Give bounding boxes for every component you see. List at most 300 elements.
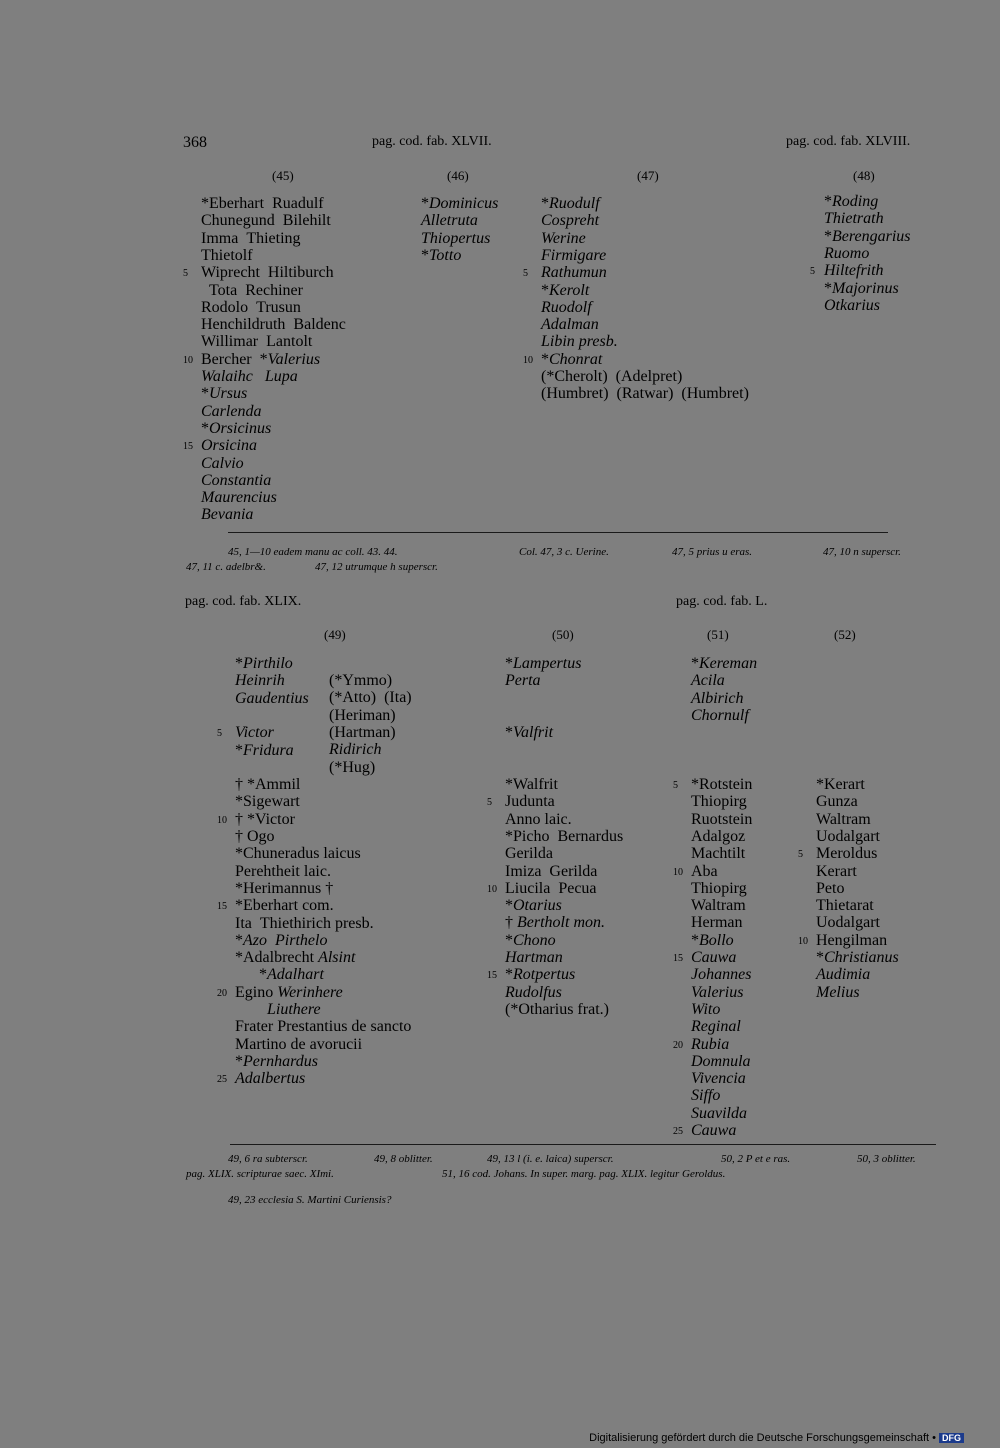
col48-name: Thietrath [824, 210, 884, 228]
col45-name: Rodolo Trusun [201, 298, 301, 316]
col51-line [691, 1087, 720, 1104]
col51-line [691, 1105, 747, 1122]
col51-line [691, 966, 751, 983]
col50-line [505, 845, 553, 862]
col49-name: * [235, 966, 267, 984]
col50-line [505, 914, 605, 931]
col50-name: Hartman [505, 949, 563, 966]
col48-name: Berengarius [832, 227, 911, 245]
col45-line [201, 264, 334, 281]
col50-name: * [505, 931, 513, 949]
col49-line [235, 672, 285, 689]
footnote-bottom-2a: pag. XLIX. scripturae saec. XImi. [186, 1168, 334, 1180]
col51-name: Herman [691, 914, 743, 932]
col49-line [235, 1001, 321, 1018]
col47-name: Libin presb. [541, 333, 618, 351]
col-number-51: (51) [707, 627, 729, 642]
col48-name: Roding [832, 193, 879, 210]
col49-sub-name: (*Ymmo) [329, 672, 393, 689]
col50-line [505, 966, 575, 983]
col52-line [816, 811, 871, 828]
col52-name: Kerart [816, 862, 857, 880]
col50-line [505, 880, 597, 897]
running-head-mid-right: pag. cod. fab. L. [676, 594, 768, 609]
col51-line-number: 25 [673, 1126, 683, 1137]
col51-line [691, 1001, 720, 1018]
col50-name: Imiza Gerilda [505, 862, 598, 880]
col49-line [235, 742, 294, 759]
col49-line-number: 20 [217, 987, 227, 999]
col52-line [816, 932, 887, 949]
col45-line-number: 5 [183, 268, 188, 280]
col47-name: * [541, 350, 549, 368]
col49-name: Werinhere [277, 983, 343, 1001]
col48-line [824, 193, 878, 210]
col51-line [691, 863, 718, 880]
col51-line [691, 914, 743, 931]
col48-name: Majorinus [832, 279, 899, 297]
col46-name: * [421, 195, 429, 212]
col47-line [541, 351, 602, 368]
col49-name: Liuthere [235, 1001, 321, 1018]
col47-name: Ruodolf [541, 298, 592, 316]
col45-line-number: 10 [183, 354, 193, 366]
col47-name: (Humbret) (Ratwar) (Humbret) [541, 385, 749, 403]
col48-name: * [824, 193, 832, 210]
col51-name: Suavilda [691, 1104, 747, 1122]
col49-line [235, 776, 300, 793]
col49-sub-line [329, 672, 392, 689]
col49-name: Egino [235, 983, 278, 1001]
col52-line [816, 880, 844, 897]
col48-name: Ruomo [824, 244, 870, 262]
col51-name: Johannes [691, 966, 752, 984]
col50-name: * [505, 966, 513, 984]
col51-name: Vivencia [691, 1070, 746, 1088]
col52-line [816, 966, 870, 983]
col50-line [505, 828, 623, 845]
col45-name: Wiprecht Hiltiburch [201, 264, 334, 282]
col51-name: *Rotstein [691, 776, 753, 793]
col49-sub-name: (Hartman) [329, 723, 396, 741]
col48-line [824, 245, 869, 262]
col51-top-name: * [691, 655, 699, 672]
col48-name: * [824, 279, 832, 297]
col45-name: * [201, 419, 209, 437]
col45-line [201, 437, 257, 454]
col-number-45: (45) [272, 168, 294, 183]
col45-line [201, 282, 303, 299]
col50-line [505, 984, 562, 1001]
col45-line [201, 368, 298, 385]
col51-top-name: Kereman [699, 655, 758, 672]
col45-line [201, 316, 346, 333]
footnote-top-1b: Col. 47, 3 c. Uerine. [519, 546, 609, 558]
col49-name: † *Ammil [235, 776, 301, 794]
col49-sub-line [329, 741, 381, 758]
col51-line [691, 811, 752, 828]
col51-name: Reginal [691, 1018, 741, 1036]
col45-line [201, 195, 324, 212]
col51-top-name: Chornulf [691, 706, 749, 724]
col52-line [816, 897, 874, 914]
col52-line-number: 10 [798, 935, 808, 947]
col45-name: Bercher * [201, 350, 268, 368]
col45-name: Orsicina [201, 437, 257, 455]
digitization-credit [589, 1432, 964, 1444]
col47-name: Rathumun [541, 264, 607, 282]
col46-name: Totto [429, 246, 462, 264]
col49-sub-name: (*Atto) (Ita) [329, 689, 412, 707]
col49-name: Ita Thiethirich presb. [235, 914, 374, 932]
col49-line [235, 932, 327, 949]
col51-name: Rubia [691, 1035, 730, 1053]
page-number: 368 [183, 134, 207, 151]
col52-name: *Kerart [816, 776, 865, 793]
col49-name: Adalhart [267, 966, 324, 984]
col51-line [691, 949, 736, 966]
col52-name: Waltram [816, 810, 871, 828]
col45-line [201, 247, 253, 264]
col47-line [541, 299, 592, 316]
col48-name: * [824, 227, 832, 245]
col50-name: Gerilda [505, 845, 553, 863]
col47-name: (*Cherolt) (Adelpret) [541, 368, 683, 385]
col52-name: Audimia [816, 966, 871, 984]
col51-line [691, 1036, 729, 1053]
running-head-right: pag. cod. fab. XLVIII. [786, 134, 911, 149]
col47-line-number: 10 [523, 354, 533, 366]
col45-name: Ursus [209, 385, 248, 403]
footnote-bottom-1a: 49, 6 ra subterscr. [228, 1153, 308, 1165]
col51-name: Ruotstein [691, 810, 753, 828]
col49-line [235, 845, 361, 862]
col50-name: Judunta [505, 793, 555, 811]
col49-name: * [235, 741, 243, 759]
col49-line [235, 811, 295, 828]
col49-name: Victor [235, 724, 274, 742]
col49-sub-line [329, 689, 412, 706]
separator-rule-bottom [230, 1144, 936, 1145]
col45-name: *Eberhart Ruadulf [201, 195, 324, 212]
col45-line [201, 212, 331, 229]
col51-line [691, 897, 746, 914]
col45-name: Bevania [201, 506, 254, 524]
col52-name: Hengilman [816, 931, 888, 949]
col47-line [541, 212, 599, 229]
col51-name: Wito [691, 1000, 721, 1018]
col47-name: Adalman [541, 316, 599, 334]
col45-line [201, 385, 247, 402]
col51-name: Domnula [691, 1052, 751, 1070]
col50-name: Liucila Pecua [505, 879, 597, 897]
col52-name: Meroldus [816, 845, 878, 863]
col52-line [816, 914, 880, 931]
col45-name: Constantia [201, 471, 272, 489]
running-head-left: pag. cod. fab. XLVII. [372, 134, 492, 149]
col49-line-number: 15 [217, 901, 227, 913]
col50-line [505, 863, 597, 880]
col48-line [824, 228, 911, 245]
col52-name: Melius [816, 983, 860, 1001]
col51-name: Thiopirg [691, 879, 747, 897]
col49-sub-line [329, 759, 375, 776]
col52-name: Uodalgart [816, 914, 880, 932]
col47-line [541, 333, 618, 350]
col51-line [691, 1053, 751, 1070]
col49-name: *Herimannus † [235, 879, 334, 897]
col52-line [816, 776, 865, 793]
col48-line [824, 297, 880, 314]
col47-name: Ruodulf [549, 195, 600, 212]
col50-top-name: Perta [505, 672, 541, 690]
footnote-top-1a: 45, 1—10 eadem manu ac coll. 43. 44. [228, 546, 398, 558]
col45-name: Willimar Lantolt [201, 333, 313, 351]
col51-line [691, 1122, 736, 1139]
col49-line [235, 897, 334, 914]
col45-name: Henchildruth Baldenc [201, 316, 346, 334]
col45-name: Tota Rechiner [201, 281, 303, 299]
col50-line [505, 932, 556, 949]
col51-top-line [691, 672, 725, 689]
footnote-bottom-1e: 50, 3 oblitter. [857, 1153, 916, 1165]
col50-top-line [505, 724, 553, 741]
col49-name: † *Victor [235, 810, 295, 828]
col47-name: Kerolt [549, 281, 590, 299]
footnote-bottom-1c: 49, 13 l (i. e. laica) superscr. [487, 1153, 614, 1165]
col47-line [541, 247, 606, 264]
col45-line [201, 351, 320, 368]
col49-name: *Eberhart com. [235, 897, 334, 915]
col50-line-number: 15 [487, 970, 497, 982]
col45-name: Imma Thieting [201, 229, 301, 247]
col47-line [541, 385, 749, 402]
col45-line [201, 455, 244, 472]
col45-name: Maurencius [201, 489, 277, 507]
col50-top-name: Lampertus [513, 655, 582, 672]
col49-name: Frater Prestantius de sancto [235, 1018, 412, 1036]
footnote-top-1d: 47, 10 n superscr. [823, 546, 901, 558]
col51-line [691, 776, 752, 793]
col49-line [235, 1070, 305, 1087]
col45-name: Orsicinus [209, 419, 272, 437]
col49-sub-name: (*Hug) [329, 758, 376, 776]
col48-line-number: 5 [810, 266, 815, 278]
col45-line [201, 403, 261, 420]
col47-name: Firmigare [541, 246, 607, 264]
col49-name: *Chuneradus laicus [235, 845, 361, 863]
col-number-46: (46) [447, 168, 469, 183]
col47-line [541, 316, 599, 333]
col51-line [691, 932, 734, 949]
col45-name: Carlenda [201, 402, 262, 420]
col-number-52: (52) [834, 627, 856, 642]
col50-name: *Walfrit [505, 776, 558, 793]
col50-line [505, 897, 562, 914]
col49-name: Azo Pirthelo [243, 931, 328, 949]
col50-name: *Picho Bernardus [505, 827, 624, 845]
col49-name: Pernhardus [243, 1052, 318, 1070]
col49-sub-line [329, 724, 396, 741]
col49-name: † Ogo [235, 828, 275, 845]
col52-name: * [816, 949, 824, 966]
col49-name: Perehtheit laic. [235, 862, 331, 880]
col47-line [541, 195, 600, 212]
col50-name: (*Otharius frat.) [505, 1000, 609, 1018]
col45-line [201, 230, 301, 247]
col47-line [541, 282, 589, 299]
footnote-bottom-2b: 51, 16 cod. Johans. In super. marg. pag. XLIX. legitur Geroldus. [442, 1168, 726, 1180]
col-number-49: (49) [324, 627, 346, 642]
col49-line [235, 1036, 362, 1053]
col51-line-number: 15 [673, 953, 683, 964]
col46-name: * [421, 246, 429, 264]
col52-line [816, 845, 877, 862]
col51-line-number: 10 [673, 866, 683, 878]
col48-name: Hiltefrith [824, 262, 884, 280]
col52-line [816, 793, 858, 810]
col49-line [235, 828, 275, 845]
col52-name: Christianus [824, 949, 899, 966]
col45-name: Chunegund Bilehilt [201, 212, 331, 230]
col52-line [816, 828, 880, 845]
col49-name: *Adalbrecht [235, 949, 319, 967]
col46-name: Thiopertus [421, 229, 491, 247]
col50-top-name: * [505, 724, 513, 742]
col49-line [235, 1053, 318, 1070]
col48-line [824, 280, 899, 297]
col45-name: Calvio [201, 454, 244, 472]
col49-name: Martino de avorucii [235, 1035, 363, 1053]
col46-name: Dominicus [429, 195, 499, 212]
col-number-50: (50) [552, 627, 574, 642]
col47-name: Cospreht [541, 212, 600, 230]
col49-line [235, 915, 374, 932]
footnote-top-1c: 47, 5 prius u eras. [672, 546, 753, 558]
col51-name: Aba [691, 862, 718, 880]
col45-line-number: 15 [183, 441, 193, 453]
col49-sub-line [329, 707, 396, 724]
col51-top-name: Acila [691, 672, 725, 690]
col45-name: * [201, 385, 209, 403]
col49-name: *Sigewart [235, 793, 300, 811]
col50-name: Otarius [513, 897, 562, 915]
col50-top-line [505, 655, 581, 672]
col52-name: Peto [816, 879, 845, 897]
col47-line [541, 230, 586, 247]
col51-line-number: 20 [673, 1039, 683, 1051]
col49-name: Pirthilo [243, 655, 293, 672]
col50-name: Bertholt mon. [517, 914, 605, 932]
col50-name: Rotpertus [513, 966, 576, 984]
footnote-top-2b: 47, 12 utrumque h superscr. [315, 561, 438, 573]
col50-top-name: Valfrit [513, 724, 554, 742]
col49-sub-name: Ridirich [329, 741, 382, 759]
col50-name: Rudolfus [505, 983, 562, 1001]
col49-name: * [235, 1052, 243, 1070]
col51-top-name: Albirich [691, 689, 744, 707]
col51-top-line [691, 707, 749, 724]
col51-name: Cauwa [691, 949, 737, 966]
col49-line [235, 880, 333, 897]
col49-line [235, 793, 300, 810]
col47-name: Werine [541, 229, 586, 247]
col49-name: Heinrih [235, 672, 285, 690]
col52-line [816, 863, 857, 880]
footnote-bottom-3: 49, 23 ecclesia S. Martini Curiensis? [228, 1194, 392, 1206]
col49-line-number: 25 [217, 1074, 227, 1086]
col49-line [235, 984, 343, 1001]
col48-line [824, 262, 884, 279]
col49-line-number: 10 [217, 814, 227, 826]
col46-line [421, 230, 490, 247]
footnote-top-2a: 47, 11 c. adelbr&. [186, 561, 266, 573]
col52-name: Uodalgart [816, 827, 880, 845]
col45-name: Thietolf [201, 246, 253, 264]
col47-name: Chonrat [549, 350, 603, 368]
col47-name: * [541, 195, 549, 212]
col52-name: Thietarat [816, 897, 874, 915]
col48-name: Otkarius [824, 296, 880, 314]
col52-line-number: 5 [798, 849, 803, 861]
col52-line [816, 949, 899, 966]
col51-line [691, 880, 747, 897]
col50-line [505, 1001, 609, 1018]
col50-name: Anno laic. [505, 810, 572, 828]
col51-top-line [691, 690, 743, 707]
col51-name: Bollo [699, 931, 734, 949]
col51-line [691, 1018, 741, 1035]
col47-name: * [541, 281, 549, 299]
col46-line [421, 212, 478, 229]
col51-line [691, 793, 747, 810]
col45-name: Valerius [267, 350, 321, 368]
col50-name: † [505, 914, 517, 932]
col50-top-name: * [505, 655, 513, 672]
col46-name: Alletruta [421, 212, 478, 230]
col45-line [201, 472, 271, 489]
col46-line [421, 195, 498, 212]
col49-name: Fridura [243, 741, 294, 759]
col50-top-line [505, 672, 541, 689]
col51-name: Machtilt [691, 845, 746, 863]
running-head-mid-left: pag. cod. fab. XLIX. [185, 594, 302, 609]
col-number-48: (48) [853, 168, 875, 183]
footnote-bottom-1d: 50, 2 P et e ras. [721, 1153, 791, 1165]
col51-line [691, 845, 745, 862]
col-number-47: (47) [637, 168, 659, 183]
col45-line [201, 299, 301, 316]
footnote-bottom-1b: 49, 8 oblitter. [374, 1153, 433, 1165]
col51-line-number: 5 [673, 780, 678, 791]
col47-line-number: 5 [523, 268, 528, 280]
col46-line [421, 247, 461, 264]
separator-rule-top [228, 532, 888, 533]
col51-line [691, 984, 743, 1001]
col47-line [541, 368, 682, 385]
col48-line [824, 210, 884, 227]
col51-line [691, 1070, 746, 1087]
col49-line [235, 724, 274, 741]
col50-line [505, 949, 563, 966]
col49-name: Gaudentius [235, 689, 309, 707]
col45-line [201, 333, 312, 350]
col49-line [235, 863, 331, 880]
col51-name: Cauwa [691, 1122, 737, 1139]
col49-line [235, 1018, 411, 1035]
col51-name: Valerius [691, 983, 744, 1001]
col45-line [201, 420, 271, 437]
